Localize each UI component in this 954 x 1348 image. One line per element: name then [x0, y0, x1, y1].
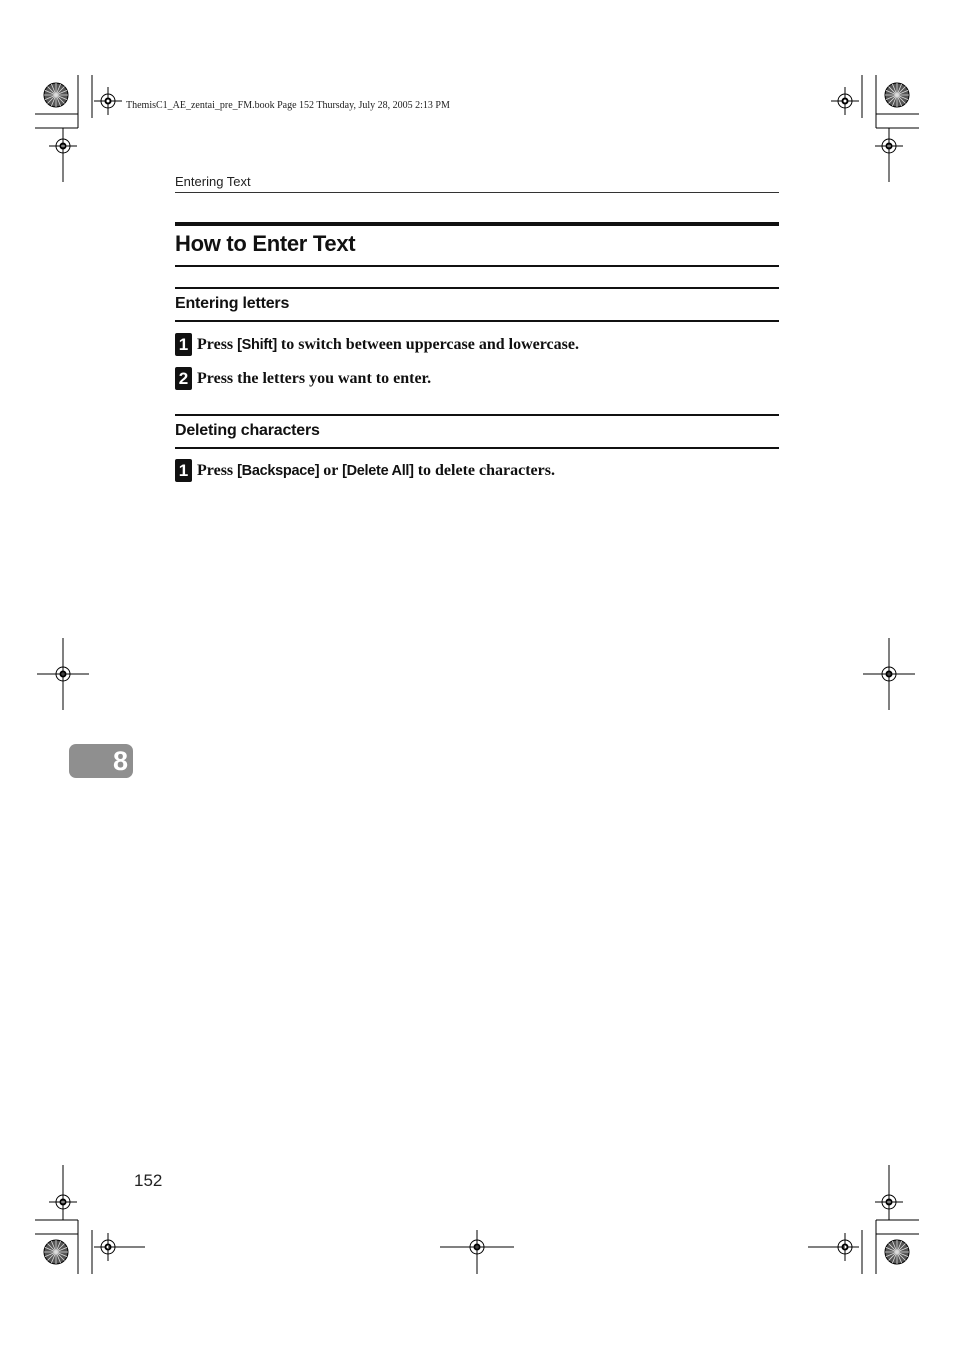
section-title-bottom-rule	[175, 265, 779, 267]
key-shift: [Shift]	[237, 336, 277, 353]
chapter-tab	[69, 744, 133, 778]
step-number-badge: 1	[175, 333, 192, 356]
step-text: Press [Shift] to switch between uppercase and lowercase.	[197, 335, 579, 353]
running-header: Entering Text	[175, 174, 251, 189]
step-delete	[175, 459, 555, 482]
step-number-badge: 1	[175, 459, 192, 482]
step-shift	[175, 333, 579, 356]
step-text: Press the letters you want to enter.	[197, 369, 432, 387]
section-title-top-rule	[175, 222, 779, 226]
subsection-2-top-rule	[175, 414, 779, 416]
subsection-1-bottom-rule	[175, 320, 779, 322]
subsection-title-entering-letters: Entering letters	[175, 295, 290, 312]
section-title: How to Enter Text	[175, 231, 356, 256]
subsection-1-top-rule	[175, 287, 779, 289]
subsection-title-deleting-characters: Deleting characters	[175, 422, 320, 439]
subsection-2-bottom-rule	[175, 447, 779, 449]
page-number: 152	[134, 1171, 163, 1190]
key-backspace: [Backspace]	[237, 462, 320, 479]
step-text: Press [Backspace] or [Delete All] to delete characters.	[197, 461, 555, 479]
chapter-number: 8	[112, 746, 128, 776]
step-number-badge: 2	[175, 367, 192, 390]
step-press-letters	[175, 367, 431, 390]
print-meta-line: ThemisC1_AE_zentai_pre_FM.book Page 152 Thursday, July 28, 2005 2:13 PM	[126, 100, 450, 111]
header-rule	[175, 192, 779, 193]
key-delete-all: [Delete All]	[342, 462, 414, 479]
